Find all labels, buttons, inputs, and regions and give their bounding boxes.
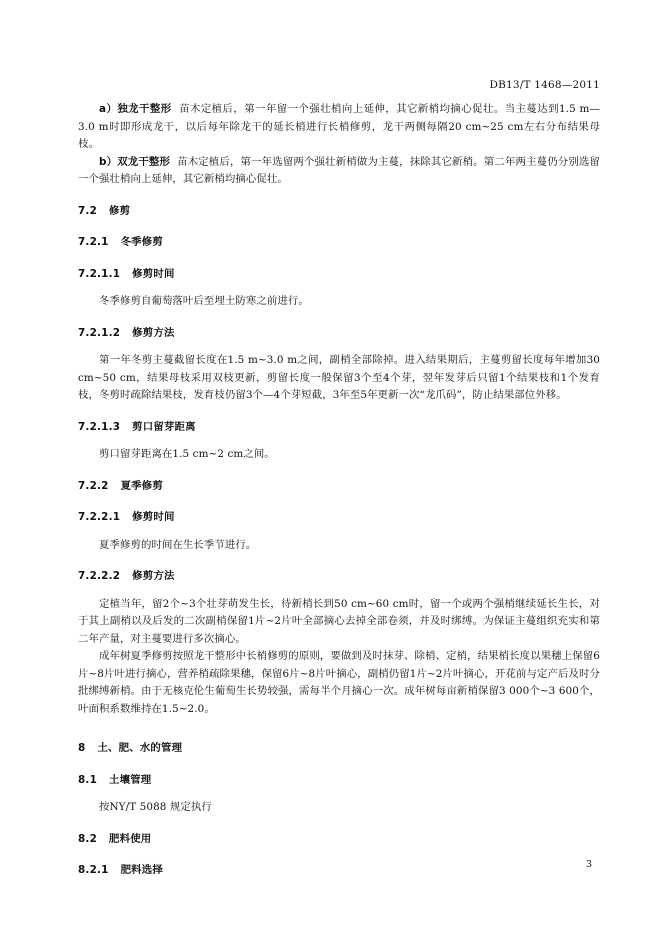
paragraph-label: a）独龙干整形 [99, 103, 172, 115]
heading-title: 肥料选择 [120, 864, 163, 876]
paragraph-single-trunk [78, 101, 600, 154]
heading-title: 剪口留芽距离 [132, 420, 196, 433]
paragraph-text: 苗木定植后，第一年选留两个强壮新梢做为主蔓，抹除其它新梢。第二年两主蔓仍分别选留一个强壮梢向上延伸，其它新梢均摘心促壮。 [78, 155, 600, 185]
document-body [78, 101, 600, 880]
paragraph-double-trunk [78, 154, 600, 189]
page-number: 3 [585, 859, 592, 870]
heading-number: 7.2.2 [78, 479, 109, 492]
heading-number: 7.2.1.2 [78, 326, 121, 339]
heading-title: 肥料使用 [109, 832, 152, 845]
heading-title: 冬季修剪 [120, 236, 163, 248]
heading-7-2-2-2 [78, 568, 600, 586]
heading-number: 7.2.1.3 [78, 420, 121, 433]
heading-7-2-1-1 [78, 266, 600, 284]
heading-title: 修剪方法 [132, 570, 175, 582]
heading-8-2-1 [78, 862, 600, 880]
heading-7-2-2 [78, 478, 600, 496]
heading-number: 7.2.1.1 [78, 267, 121, 280]
heading-title: 修剪时间 [132, 267, 175, 280]
heading-number: 8.1 [78, 773, 98, 786]
paragraph-summer-method-2: 成年树夏季修剪按照龙干整形中长梢修剪的原则，要做到及时抹芽、除梢、定梢，结果梢长度以果穗上保留6片~8片叶进行摘心，营养梢疏除果穗，保留6片~8片叶摘心，副梢仍留1片~2片叶摘心，开花前与定产后及时分批绑缚新梢。由于无核克伦生葡萄生长势较强，需每半个月摘心一次。成年树每亩新梢保留3 000个~3 600个，叶面积系数维持在1.5~2.0。 [78, 650, 600, 715]
standard-number: DB13/T 1468—2011 [489, 79, 600, 91]
heading-title: 修剪时间 [132, 511, 175, 523]
heading-8-2 [78, 831, 600, 849]
heading-title: 夏季修剪 [120, 479, 163, 492]
heading-8-1 [78, 772, 600, 790]
heading-number: 7.2.2.1 [78, 511, 121, 523]
paragraph-label: b）双龙干整形 [99, 155, 171, 168]
heading-number: 7.2.2.2 [78, 570, 121, 582]
paragraph-text: 苗木定植后，第一年留一个强壮梢向上延伸，其它新梢均摘心促壮。当主蔓达到1.5 m—3.0 m时即形成龙干，以后每年除龙干的延长梢进行长梢修剪，龙干两侧每隔20 cm~25 cm左右分布结果母枝。 [78, 103, 600, 150]
heading-8 [78, 740, 600, 758]
heading-title: 修剪方法 [132, 326, 175, 339]
heading-title: 土壤管理 [109, 773, 152, 786]
heading-7-2-2-1 [78, 509, 600, 527]
heading-title: 土、肥、水的管理 [97, 742, 183, 754]
heading-number: 8.2 [78, 832, 98, 845]
heading-7-2-1-2 [78, 325, 600, 343]
paragraph-soil: 按NY/T 5088 规定执行 [99, 801, 212, 813]
heading-7-2 [78, 203, 600, 221]
paragraph-bud-distance: 剪口留芽距离在1.5 cm~2 cm之间。 [99, 448, 275, 460]
heading-7-2-1-3 [78, 419, 600, 437]
heading-7-2-1 [78, 234, 600, 252]
paragraph-summer-method-1: 定植当年，留2个~3个壮芽萌发生长，待新梢长到50 cm~60 cm时，留一个或两个强梢继续延长生长，对于其上副梢以及后发的二次副梢保留1片~2片叶全部摘心去掉全部卷须，并及时绑缚。为保证主蔓组织充实和第二年产量，对主蔓要进行多次摘心。 [78, 597, 600, 645]
paragraph-winter-method: 第一年冬剪主蔓截留长度在1.5 m~3.0 m之间，副梢全部除掉。进入结果期后，主蔓剪留长度每年增加30 cm~50 cm，结果母枝采用双枝更新，剪留长度一般保留3个至4个芽，翌年发芽后只留1个结果枝和1个发育枝，冬剪时疏除结果枝，发育枝仍留3个—4个芽短截，3年至5年更新一次“龙爪码”，防止结果部位外移。 [78, 354, 600, 401]
heading-number: 8 [78, 742, 86, 754]
paragraph-summer-time: 夏季修剪的时间在生长季节进行。 [99, 538, 257, 551]
paragraph-winter-time: 冬季修剪自葡萄落叶后至埋土防寒之前进行。 [99, 295, 309, 307]
heading-number: 7.2 [78, 204, 98, 217]
heading-number: 8.2.1 [78, 864, 109, 876]
heading-number: 7.2.1 [78, 236, 109, 248]
heading-title: 修剪 [109, 204, 131, 217]
